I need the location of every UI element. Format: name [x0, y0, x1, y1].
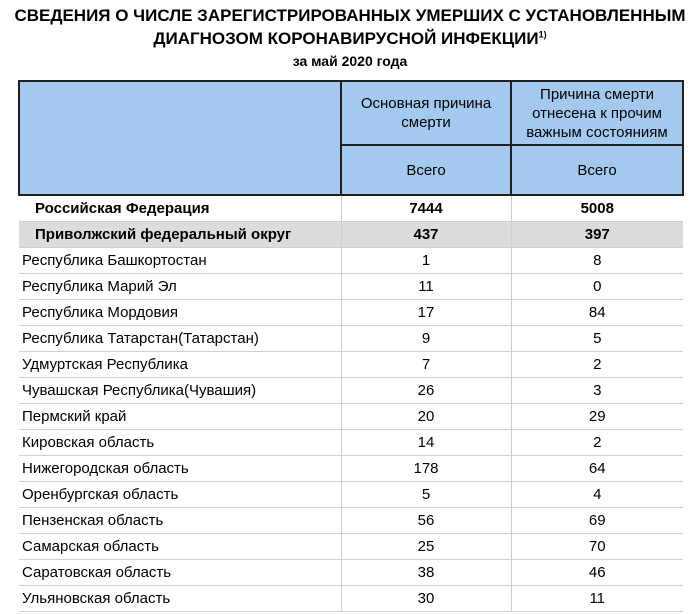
table-row: [19, 533, 683, 559]
other-cause-value: 3: [511, 377, 683, 403]
region-name: Самарская область: [19, 533, 341, 559]
table-row: [19, 221, 683, 247]
region-name: Приволжский федеральный округ: [19, 221, 341, 247]
other-cause-value: 70: [511, 533, 683, 559]
main-cause-value: 25: [341, 533, 511, 559]
other-cause-value: 69: [511, 507, 683, 533]
main-cause-value: 5: [341, 481, 511, 507]
table-row: [19, 195, 683, 221]
main-cause-value: 9: [341, 325, 511, 351]
other-cause-value: 397: [511, 221, 683, 247]
table-row: [19, 403, 683, 429]
region-name: Саратовская область: [19, 559, 341, 585]
main-cause-value: 178: [341, 455, 511, 481]
region-name: Республика Башкортостан: [19, 247, 341, 273]
main-cause-value: 11: [341, 273, 511, 299]
title-line-2-text: ДИАГНОЗОМ КОРОНАВИРУСНОЙ ИНФЕКЦИИ: [153, 29, 539, 48]
other-cause-value: 46: [511, 559, 683, 585]
region-name: Республика Мордовия: [19, 299, 341, 325]
region-name: Республика Марий Эл: [19, 273, 341, 299]
other-cause-value: 64: [511, 455, 683, 481]
main-cause-value: 1: [341, 247, 511, 273]
other-cause-value: 84: [511, 299, 683, 325]
main-cause-value: 437: [341, 221, 511, 247]
table-row: [19, 351, 683, 377]
header-main-cause: Основная причина смерти: [341, 81, 511, 145]
header-other-total: Всего: [511, 145, 683, 195]
header-blank-cell-lower: [19, 145, 341, 195]
region-name: Удмуртская Республика: [19, 351, 341, 377]
region-name: Ульяновская область: [19, 585, 341, 611]
other-cause-value: 2: [511, 351, 683, 377]
header-blank-cell: [19, 81, 341, 145]
table-row: [19, 247, 683, 273]
other-cause-value: 5008: [511, 195, 683, 221]
title-period: за май 2020 года: [292, 53, 408, 69]
other-cause-value: 5: [511, 325, 683, 351]
main-cause-value: 7444: [341, 195, 511, 221]
other-cause-value: 2: [511, 429, 683, 455]
header-other-cause: Причина смерти отнесена к прочим важным состояниям: [511, 81, 683, 145]
table-row: [19, 429, 683, 455]
region-name: Кировская область: [19, 429, 341, 455]
other-cause-value: 8: [511, 247, 683, 273]
region-name: Пензенская область: [19, 507, 341, 533]
table-row: [19, 481, 683, 507]
region-name: Российская Федерация: [19, 195, 341, 221]
main-cause-value: 38: [341, 559, 511, 585]
region-name: Чувашская Республика(Чувашия): [19, 377, 341, 403]
region-name: Пермский край: [19, 403, 341, 429]
main-cause-value: 26: [341, 377, 511, 403]
mortality-table: [18, 80, 684, 612]
main-cause-value: 30: [341, 585, 511, 611]
region-name: Оренбургская область: [19, 481, 341, 507]
table-row: [19, 455, 683, 481]
table-row: [19, 559, 683, 585]
title-line-2: [0, 29, 700, 49]
main-cause-value: 7: [341, 351, 511, 377]
other-cause-value: 0: [511, 273, 683, 299]
main-cause-value: 20: [341, 403, 511, 429]
table-row: [19, 299, 683, 325]
title-footnote: 1): [538, 29, 547, 40]
table-row: [19, 273, 683, 299]
region-name: Республика Татарстан(Татарстан): [19, 325, 341, 351]
table-row: [19, 507, 683, 533]
table-row: [19, 325, 683, 351]
table-row: [19, 585, 683, 611]
other-cause-value: 11: [511, 585, 683, 611]
region-name: Нижегородская область: [19, 455, 341, 481]
table-row: [19, 377, 683, 403]
other-cause-value: 29: [511, 403, 683, 429]
other-cause-value: 4: [511, 481, 683, 507]
main-cause-value: 14: [341, 429, 511, 455]
main-cause-value: 17: [341, 299, 511, 325]
main-cause-value: 56: [341, 507, 511, 533]
header-main-total: Всего: [341, 145, 511, 195]
title-line-1: СВЕДЕНИЯ О ЧИСЛЕ ЗАРЕГИСТРИРОВАННЫХ УМЕРШИХ С УСТАНОВЛЕННЫМ: [14, 6, 686, 25]
